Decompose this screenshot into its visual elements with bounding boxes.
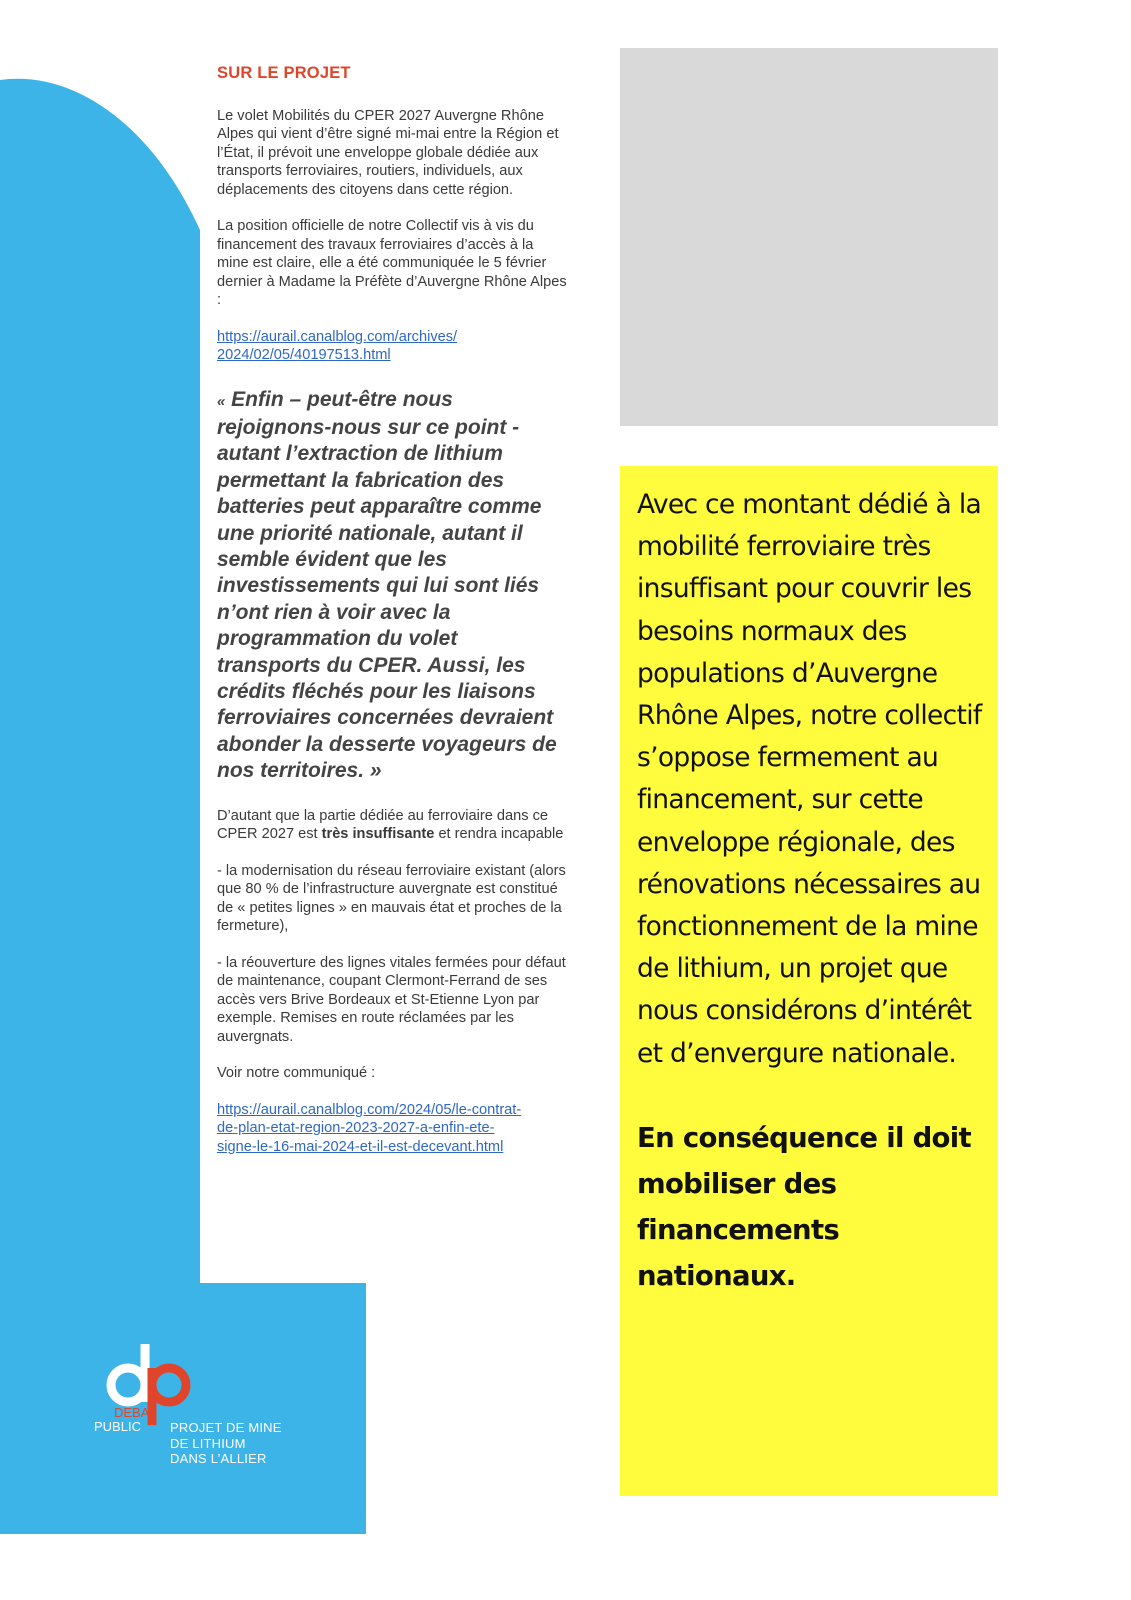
logo-project-line1: PROJET DE MINE [170, 1420, 282, 1435]
quote-open-mark: « [217, 392, 226, 410]
callout-main-text: Avec ce montant dédié à la mobilité ferroviaire très insuffisant pour couvrir les besoins normaux des populations d’Auvergne Rhône Alpes, notre collectif s’oppose fermement au financement, sur cette enveloppe régionale, des rénovations nécessaires au fonctionnement de la mine de lithium, un projet que nous considérons d’intérêt et d’envergure nationale. [637, 489, 982, 1069]
link-archives[interactable] [217, 328, 567, 365]
image-placeholder [620, 48, 998, 426]
quote-text: Enfin – peut-être nous rejoignons-nous sur ce point - autant l’extraction de lithium permettant la fabrication des batteries peut apparaître comme une priorité nationale, autant il semble évident que les investissements qui lui sont liés n’ont rien à voir avec la programmation du volet transports du CPER. Aussi, les crédits fléchés pour les liaisons ferroviaires concernées devraient abonder la desserte voyageurs de nos territoires. » [217, 387, 557, 783]
logo-project-text [170, 1420, 282, 1467]
link-communique-line1[interactable]: https://aurail.canalblog.com/2024/05/le-contrat- [217, 1101, 522, 1118]
logo-project-line3: DANS L’ALLIER [170, 1451, 267, 1466]
see-communique-label: Voir notre communiqué : [217, 1065, 376, 1082]
callout-box [620, 466, 998, 1496]
after-quote-bold: très insuffisante [321, 826, 435, 843]
bullet-reouverture: - la réouverture des lignes vitales fermées pour défaut de maintenance, coupant Clermont-Ferrand de ses accès vers Brive Bordeaux et St-Etienne Lyon par exemple. Remises en route réclamées par les auvergnats. [217, 954, 566, 1045]
link-communique-line2[interactable]: de-plan-etat-region-2023-2027-a-enfin-ete- [217, 1120, 495, 1137]
section-title: SUR LE PROJET [217, 64, 351, 82]
paragraph-intro: Le volet Mobilités du CPER 2027 Auvergne Rhône Alpes qui vient d’être signé mi-mai entre la Région et l’État, il prévoit une enveloppe globale dédiée aux transports ferroviaires, routiers, individuels, aux déplacements des citoyens dans cette région. [217, 107, 559, 198]
after-quote-after: et rendra incapable [434, 826, 564, 843]
link-communique-line3[interactable]: signe-le-16-mai-2024-et-il-est-decevant.html [217, 1138, 504, 1155]
article-column [217, 64, 567, 1174]
logo-project-line2: DE LITHIUM [170, 1435, 246, 1451]
link-communique[interactable] [217, 1101, 567, 1157]
bullet-modernisation: - la modernisation du réseau ferroviaire existant (alors que 80 % de l’infrastructure auvergnate est constitué de « petites lignes » en mauvais état et proches de la fermeture), [217, 862, 566, 935]
logo-public-text: PUBLIC [94, 1419, 141, 1434]
after-quote-before: D’autant que la partie dédiée au ferroviaire dans ce CPER 2027 est [217, 807, 549, 843]
link-archives-line1[interactable]: https://aurail.canalblog.com/archives/ [217, 328, 458, 345]
link-archives-line2[interactable]: 2024/02/05/40197513.html [217, 347, 391, 363]
callout-bold-text: En conséquence il doit mobiliser des financements nationaux. [637, 1121, 971, 1292]
quote-block [217, 387, 567, 785]
paragraph-after-quote [217, 807, 567, 844]
paragraph-position: La position officielle de notre Collectif vis à vis du financement des travaux ferroviaires d’accès à la mine est claire, elle a été communiquée le 5 février dernier à Madame la Préfète d’Auvergne Rhône Alpes : [217, 218, 567, 308]
logo-debat-text: DEBAT [114, 1405, 157, 1420]
